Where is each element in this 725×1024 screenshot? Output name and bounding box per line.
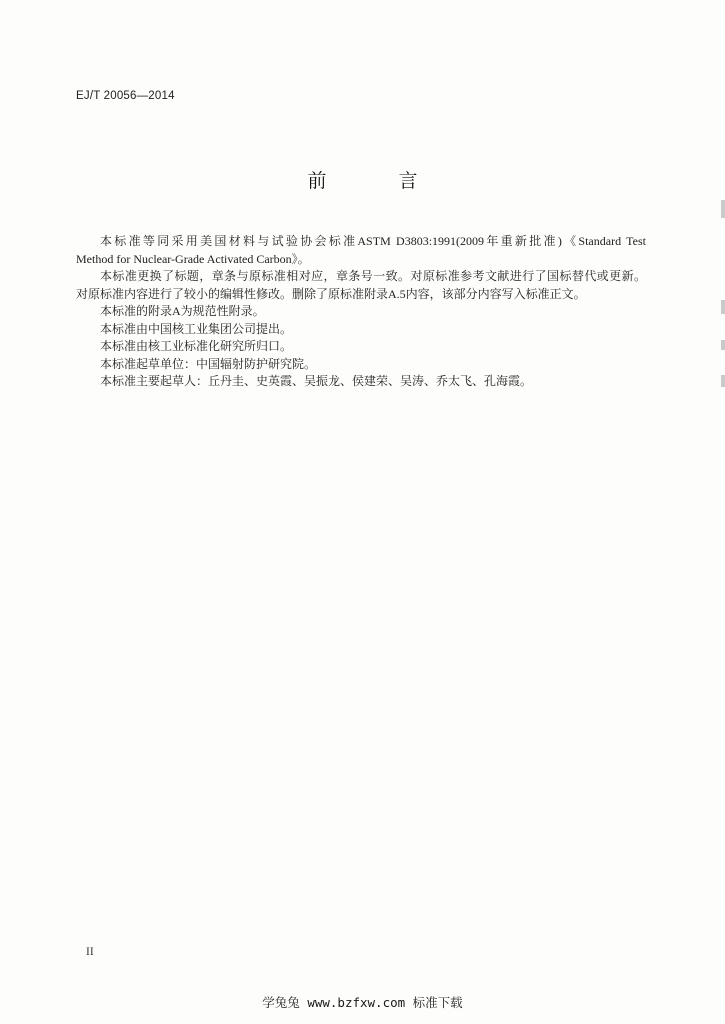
page-title — [0, 166, 725, 193]
paragraph-2-line-1: 本标准更换了标题，章条与原标准相对应，章条号一致。对原标准参考文献进行了国标替代或更新。 — [100, 269, 646, 283]
site-watermark: 学兔兔 www.bzfxw.com 标准下载 — [262, 995, 463, 1010]
paragraph-5: 本标准由核工业标准化研究所归口。 — [100, 339, 293, 353]
paragraph-7: 本标准主要起草人：丘丹圭、史英霞、吴振龙、侯建荣、吴涛、乔太飞、孔海霞。 — [100, 374, 533, 388]
paragraph-1-line-2: Method for Nuclear-Grade Activated Carbon》。 — [76, 251, 310, 266]
page-number: II — [86, 946, 94, 958]
document-code: EJ/T 20056—2014 — [76, 90, 175, 102]
scan-edge-mark — [721, 200, 725, 218]
title-char-2: 言 — [398, 170, 418, 192]
scan-edge-mark — [721, 375, 725, 387]
paragraph-3: 本标准的附录A为规范性附录。 — [100, 304, 265, 318]
paragraph-1-line-1: 本标准等同采用美国材料与试验协会标准ASTM D3803:1991(2009年重新批准)《Standard Test — [100, 234, 646, 248]
paragraph-6: 本标准起草单位：中国辐射防护研究院。 — [100, 356, 317, 371]
paragraph-4: 本标准由中国核工业集团公司提出。 — [100, 321, 293, 336]
paragraph-2-line-2: 对原标准内容进行了较小的编辑性修改。删除了原标准附录A.5内容，该部分内容写入标准正文。 — [76, 286, 586, 301]
foreword-body — [76, 233, 646, 391]
title-char-1: 前 — [307, 170, 327, 192]
scan-edge-mark — [721, 300, 725, 314]
scan-edge-mark — [721, 340, 725, 350]
